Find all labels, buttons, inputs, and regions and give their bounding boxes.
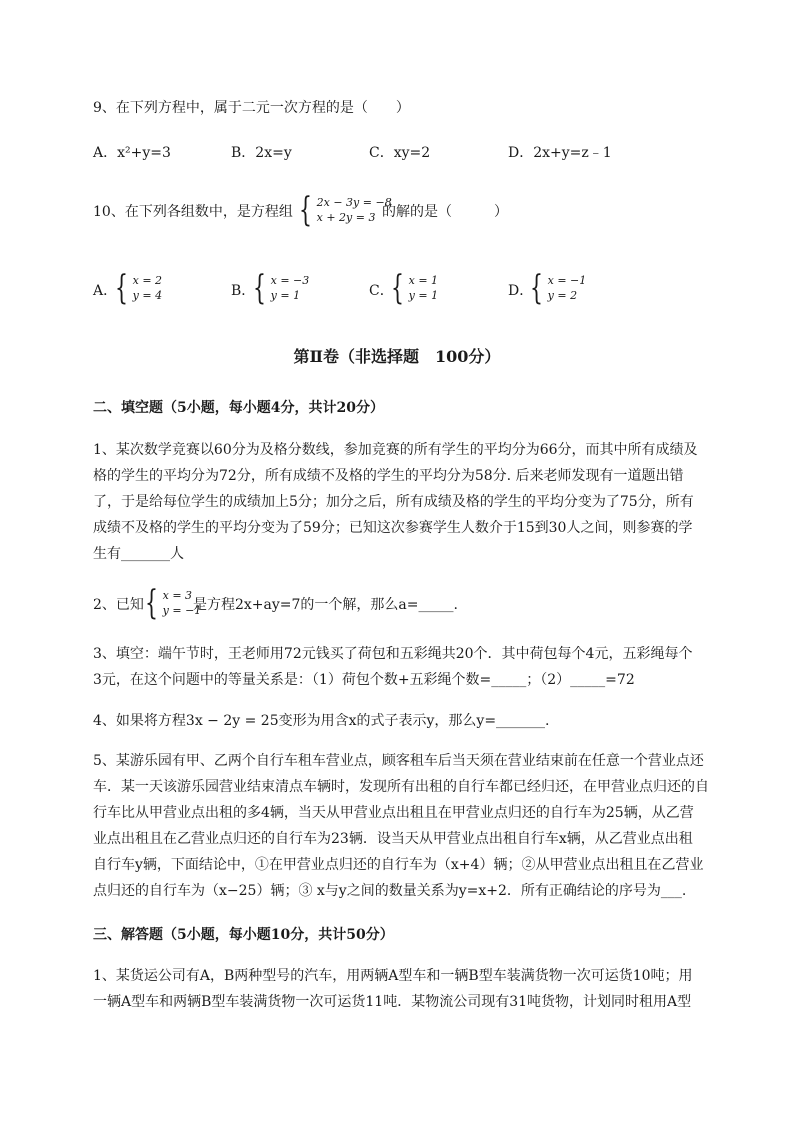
q10-option-b-label: B．	[231, 283, 256, 299]
fill-q1-line: 1、某次数学竞赛以60分为及格分数线，参加竞赛的所有学生的平均分为66分，而其中所有成绩及	[93, 442, 698, 458]
q10-option-c-label: C．	[369, 283, 394, 299]
q10-system-eq1: 2x − 3y = −8	[316, 196, 392, 209]
q10-option-c-system	[391, 268, 439, 308]
left-brace-icon: {	[145, 583, 158, 623]
q9-option-c: C．xy=2	[369, 145, 431, 161]
q10-option-a-system	[115, 268, 163, 308]
q10-equation-system	[299, 190, 392, 230]
q10-option-b-row2: y = 1	[270, 289, 301, 302]
solve-section-heading: 三、解答题（5小题，每小题10分，共计50分）	[93, 927, 394, 943]
fill-q3-line: 3、填空：端午节时，王老师用72元钱买了荷包和五彩绳共20个．其中荷包每个4元，五彩绳每个	[93, 646, 693, 662]
q10-option-a-label: A．	[93, 283, 118, 299]
fill-section-heading: 二、填空题（5小题，每小题4分，共计20分）	[93, 400, 384, 416]
left-brace-icon: {	[253, 268, 266, 308]
q10-option-b-row1: x = −3	[270, 274, 310, 287]
left-brace-icon: {	[299, 190, 312, 230]
fill-q1-line: 成绩不及格的学生的平均分变为了59分；已知这次参赛学生人数介于15到30人之间，则参赛的学	[93, 520, 693, 536]
q9-option-b: B．2x=y	[231, 145, 292, 161]
left-brace-icon: {	[115, 268, 128, 308]
fill-q4: 4、如果将方程3x − 2y = 25变形为用含x的式子表示y，那么y=_______.	[93, 713, 550, 729]
fill-q1-line: 了，于是给每位学生的成绩加上5分；加分之后，所有成绩及格的学生的平均分变为了75分，所有	[93, 494, 694, 510]
fill-q5	[93, 748, 709, 904]
fill-q2-suffix: 是方程2x+ay=7的一个解，那么a=_____.	[193, 597, 458, 613]
fill-q2-row2: y = −1	[162, 604, 202, 617]
fill-q2-row1: x = 3	[162, 589, 193, 602]
fill-q3	[93, 641, 705, 693]
left-brace-icon: {	[530, 268, 543, 308]
q10-option-c-row1: x = 1	[408, 274, 439, 287]
q9-stem: 9、在下列方程中，属于二元一次方程的是（ ）	[93, 100, 410, 116]
left-brace-icon: {	[391, 268, 404, 308]
fill-q1-line: 生有_______人	[93, 546, 184, 562]
q10-option-a-row1: x = 2	[132, 274, 163, 287]
q10-option-b-system	[253, 268, 310, 308]
fill-q5-line: 5、某游乐园有甲、乙两个自行车租车营业点，顾客租车后当天须在营业结束前在任意一个营业点还	[93, 753, 704, 769]
solve-q1	[93, 963, 705, 1015]
q10-option-d-row1: x = −1	[547, 274, 587, 287]
fill-q3-line: 3元，在这个问题中的等量关系是：（1）荷包个数+五彩绳个数=_____；（2）_____=72	[93, 672, 635, 688]
q10-option-d-row2: y = 2	[547, 289, 578, 302]
fill-q1-line: 格的学生的平均分为72分，所有成绩不及格的学生的平均分为58分. 后来老师发现有一道题出错	[93, 468, 684, 484]
q10-stem-prefix: 10、在下列各组数中，是方程组	[93, 204, 293, 220]
fill-q5-line: 点归还的自行车为（x−25）辆；③ x与y之间的数量关系为y=x+2．所有正确结论的序号为___.	[93, 883, 687, 899]
q9-option-a: A．x²+y=3	[93, 145, 171, 161]
fill-q2-prefix: 2、已知	[93, 597, 144, 613]
solve-q1-line: 1、某货运公司有A，B两种型号的汽车，用两辆A型车和一辆B型车装满货物一次可运货10吨；用	[93, 968, 693, 984]
fill-q5-line: 行车比从甲营业点出租的多4辆，当天从甲营业点出租且在甲营业点归还的自行车为25辆，从乙营	[93, 805, 694, 821]
q10-option-d-label: D．	[508, 283, 534, 299]
fill-q5-line: 车．某一天该游乐园营业结束清点车辆时，发现所有出租的自行车都已经归还，在甲营业点归还的自	[93, 779, 709, 795]
part2-title: 第Ⅱ卷（非选择题 100分）	[293, 347, 501, 366]
q10-option-c-row2: y = 1	[408, 289, 439, 302]
fill-q5-line: 自行车y辆，下面结论中，①在甲营业点归还的自行车为（x+4）辆；②从甲营业点出租且在乙营业	[93, 857, 704, 873]
q10-option-d-system	[530, 268, 587, 308]
q10-option-a-row2: y = 4	[132, 289, 163, 302]
fill-q5-line: 业点出租且在乙营业点归还的自行车为23辆．设当天从甲营业点出租自行车x辆，从乙营业点出租	[93, 831, 693, 847]
fill-q1	[93, 437, 705, 567]
solve-q1-line: 一辆A型车和两辆B型车装满货物一次可运货11吨．某物流公司现有31吨货物，计划同时租用A型	[93, 994, 692, 1010]
q10-stem-suffix: 的解的是（ ）	[382, 204, 508, 220]
q9-option-d: D．2x+y=z﹣1	[508, 145, 612, 161]
q10-system-eq2: x + 2y = 3	[316, 211, 376, 224]
